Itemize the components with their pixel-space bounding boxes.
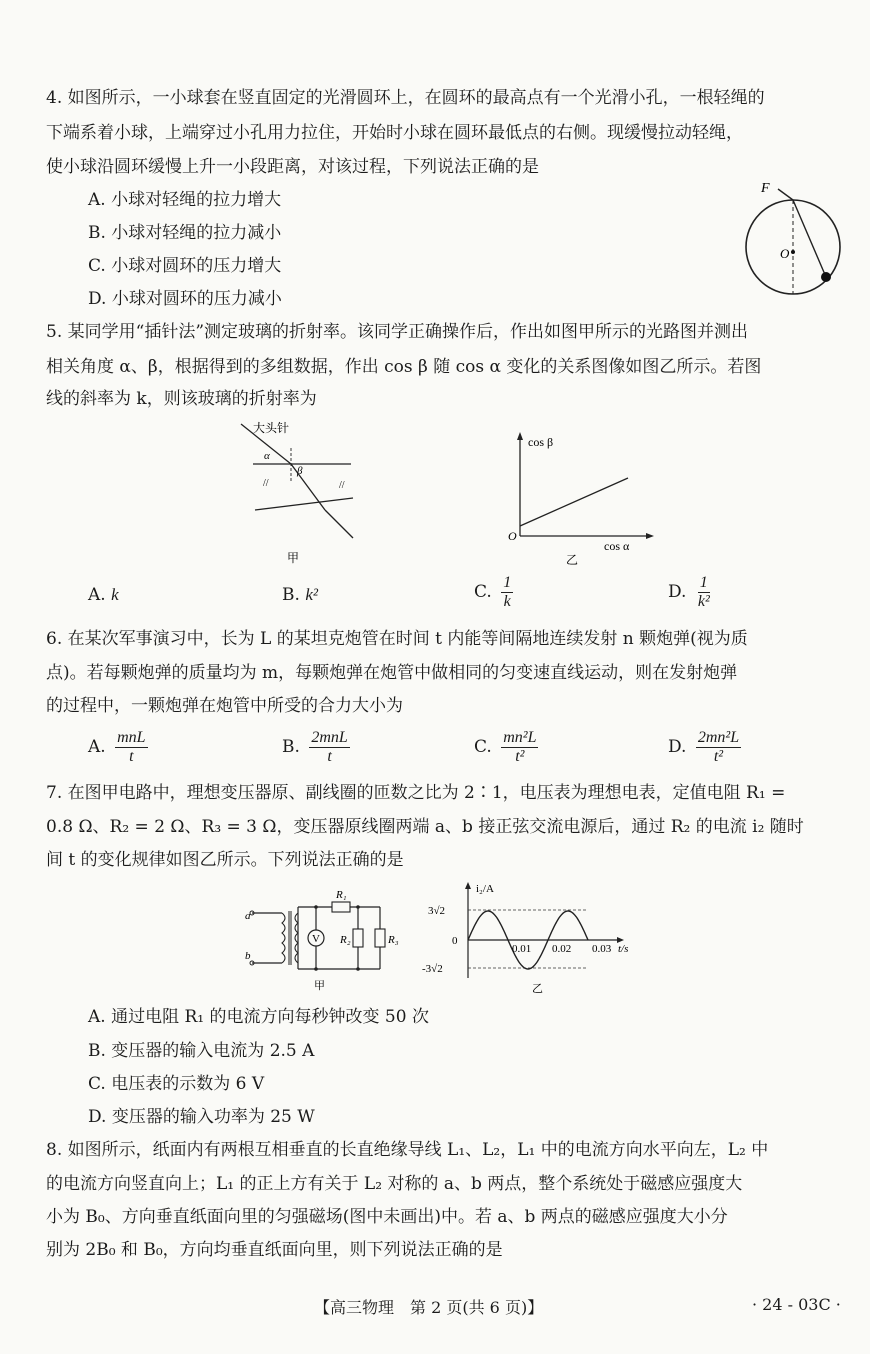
q7-zero-label: 0 <box>452 935 458 947</box>
q6-line-1: 6. 在某次军事演习中，长为 L 的某坦克炮管在时间 t 内能等间隔地连续发射 n 颗炮弹(视为质 <box>46 629 748 649</box>
q5-fig-b-caption: 乙 <box>566 553 579 567</box>
q5-origin-label: O <box>508 529 517 543</box>
q5-pin-label: 大头针 <box>253 421 290 435</box>
q5-x-axis-label: cos α <box>604 539 630 553</box>
q5-line-1: 5. 某同学用“插针法”测定玻璃的折射率。该同学正确操作后，作出如图甲所示的光路图并测出 <box>46 322 749 342</box>
q7-option-a: A. 通过电阻 R₁ 的电流方向每秒钟改变 50 次 <box>88 1007 429 1027</box>
q7-x-axis-label: t/s <box>618 943 629 955</box>
q8-line-1: 8. 如图所示，纸面内有两根互相垂直的长直绝缘导线 L₁、L₂，L₁ 中的电流方向水平向左，L₂ 中 <box>46 1140 769 1160</box>
q5-option-b: B. k² <box>282 585 318 605</box>
q7-r2-label: R₂ <box>340 934 351 946</box>
q7-current-graph <box>420 880 650 995</box>
q7-fig-b-caption: 乙 <box>532 983 543 995</box>
q4-force-label: F <box>761 181 770 196</box>
q8-line-4: 别为 2B₀ 和 B₀，方向均垂直纸面向里，则下列说法正确的是 <box>46 1240 503 1260</box>
q6-line-2: 点)。若每颗炮弹的质量均为 m，每颗炮弹在炮管中做相同的匀变速直线运动，则在发射炮弹 <box>46 663 738 683</box>
q5-cos-graph <box>500 430 660 570</box>
q5-line-3: 线的斜率为 k，则该玻璃的折射率为 <box>46 389 317 409</box>
q7-r3-label: R₃ <box>388 934 399 946</box>
q7-r1-label: R₁ <box>336 889 347 901</box>
q6-option-c: C. $\frac{\text{mn²L}}{\text{t²}}$ <box>474 729 537 765</box>
q7-line-2: 0.8 Ω、R₂ = 2 Ω、R₃ = 3 Ω，变压器原线圈两端 a、b 接正弦交流电源后，通过 R₂ 的电流 i₂ 随时 <box>46 817 804 837</box>
q7-terminal-b: b <box>245 950 251 962</box>
q5-beta-label: β <box>297 465 303 477</box>
q4-center-label: O <box>780 246 790 261</box>
q6-line-3: 的过程中，一颗炮弹在炮管中所受的合力大小为 <box>46 696 403 716</box>
q4-option-b: B. 小球对轻绳的拉力减小 <box>88 223 282 243</box>
q6-option-a: A. $\frac{\text{mnL}}{t}$ <box>88 729 146 765</box>
q7-tick-3: 0.03 <box>592 943 612 955</box>
q7-y-axis-label: i₂/A <box>476 883 494 895</box>
q7-voltmeter-label: V <box>312 933 320 945</box>
q5-y-axis-label: cos β <box>528 435 554 449</box>
svg-text://: // <box>339 480 345 491</box>
q7-option-c: C. 电压表的示数为 6 V <box>88 1074 265 1094</box>
q5-option-c: C. $\frac{1}{k}$ <box>474 574 512 610</box>
q5-line-2: 相关角度 α、β，根据得到的多组数据，作出 cos β 随 cos α 变化的关系图像如图乙所示。若图 <box>46 357 762 377</box>
q4-line-2: 下端系着小球，上端穿过小孔用力拉住，开始时小球在圆环最低点的右侧。现缓慢拉动轻绳， <box>46 123 743 143</box>
q7-peak-label: 3√2 <box>428 905 446 917</box>
q4-ring-figure <box>745 178 850 303</box>
q7-circuit-figure <box>240 885 410 995</box>
q7-tick-2: 0.02 <box>552 943 572 955</box>
q6-option-d: D. $\frac{\text{2mn²L}}{\text{t²}}$ <box>668 729 740 765</box>
q4-option-d: D. 小球对圆环的压力减小 <box>88 289 282 309</box>
q5-option-d: D. $\frac{1}{\text{k²}}$ <box>668 574 710 610</box>
q7-trough-label: -3√2 <box>422 963 443 975</box>
q5-fig-a-caption: 甲 <box>287 551 300 565</box>
q7-fig-a-caption: 甲 <box>314 980 325 992</box>
q7-line-1: 7. 在图甲电路中，理想变压器原、副线圈的匝数之比为 2∶1，电压表为理想电表，定值电阻 R₁ = <box>46 783 786 803</box>
page-footer: 【高三物理 第 2 页(共 6 页)】 <box>314 1298 544 1317</box>
q7-terminal-a: a <box>245 910 251 922</box>
exam-code: · 24 - 03C · <box>752 1295 841 1314</box>
q5-light-path-figure <box>235 418 365 568</box>
q4-option-c: C. 小球对圆环的压力增大 <box>88 256 282 276</box>
q7-option-b: B. 变压器的输入电流为 2.5 A <box>88 1041 315 1061</box>
q8-line-3: 小为 B₀、方向垂直纸面向里的匀强磁场(图中未画出)中。若 a、b 两点的磁感应强度大小分 <box>46 1207 728 1227</box>
q4-line-3: 使小球沿圆环缓慢上升一小段距离，对该过程，下列说法正确的是 <box>46 157 539 177</box>
q4-option-a: A. 小球对轻绳的拉力增大 <box>88 190 282 210</box>
q5-option-a: A. k <box>88 585 119 605</box>
q5-alpha-label: α <box>264 450 270 462</box>
q7-option-d: D. 变压器的输入功率为 25 W <box>88 1107 315 1127</box>
q4-line-1: 4. 如图所示，一小球套在竖直固定的光滑圆环上，在圆环的最高点有一个光滑小孔，一根轻绳的 <box>46 88 765 108</box>
q7-line-3: 间 t 的变化规律如图乙所示。下列说法正确的是 <box>46 850 404 870</box>
q7-tick-1: 0.01 <box>512 943 532 955</box>
q6-option-b: B. $\frac{\text{2mnL}}{t}$ <box>282 729 348 765</box>
q8-line-2: 的电流方向竖直向上；L₁ 的正上方有关于 L₂ 对称的 a、b 两点，整个系统处于磁感应强度大 <box>46 1174 743 1194</box>
svg-text://: // <box>263 478 269 489</box>
